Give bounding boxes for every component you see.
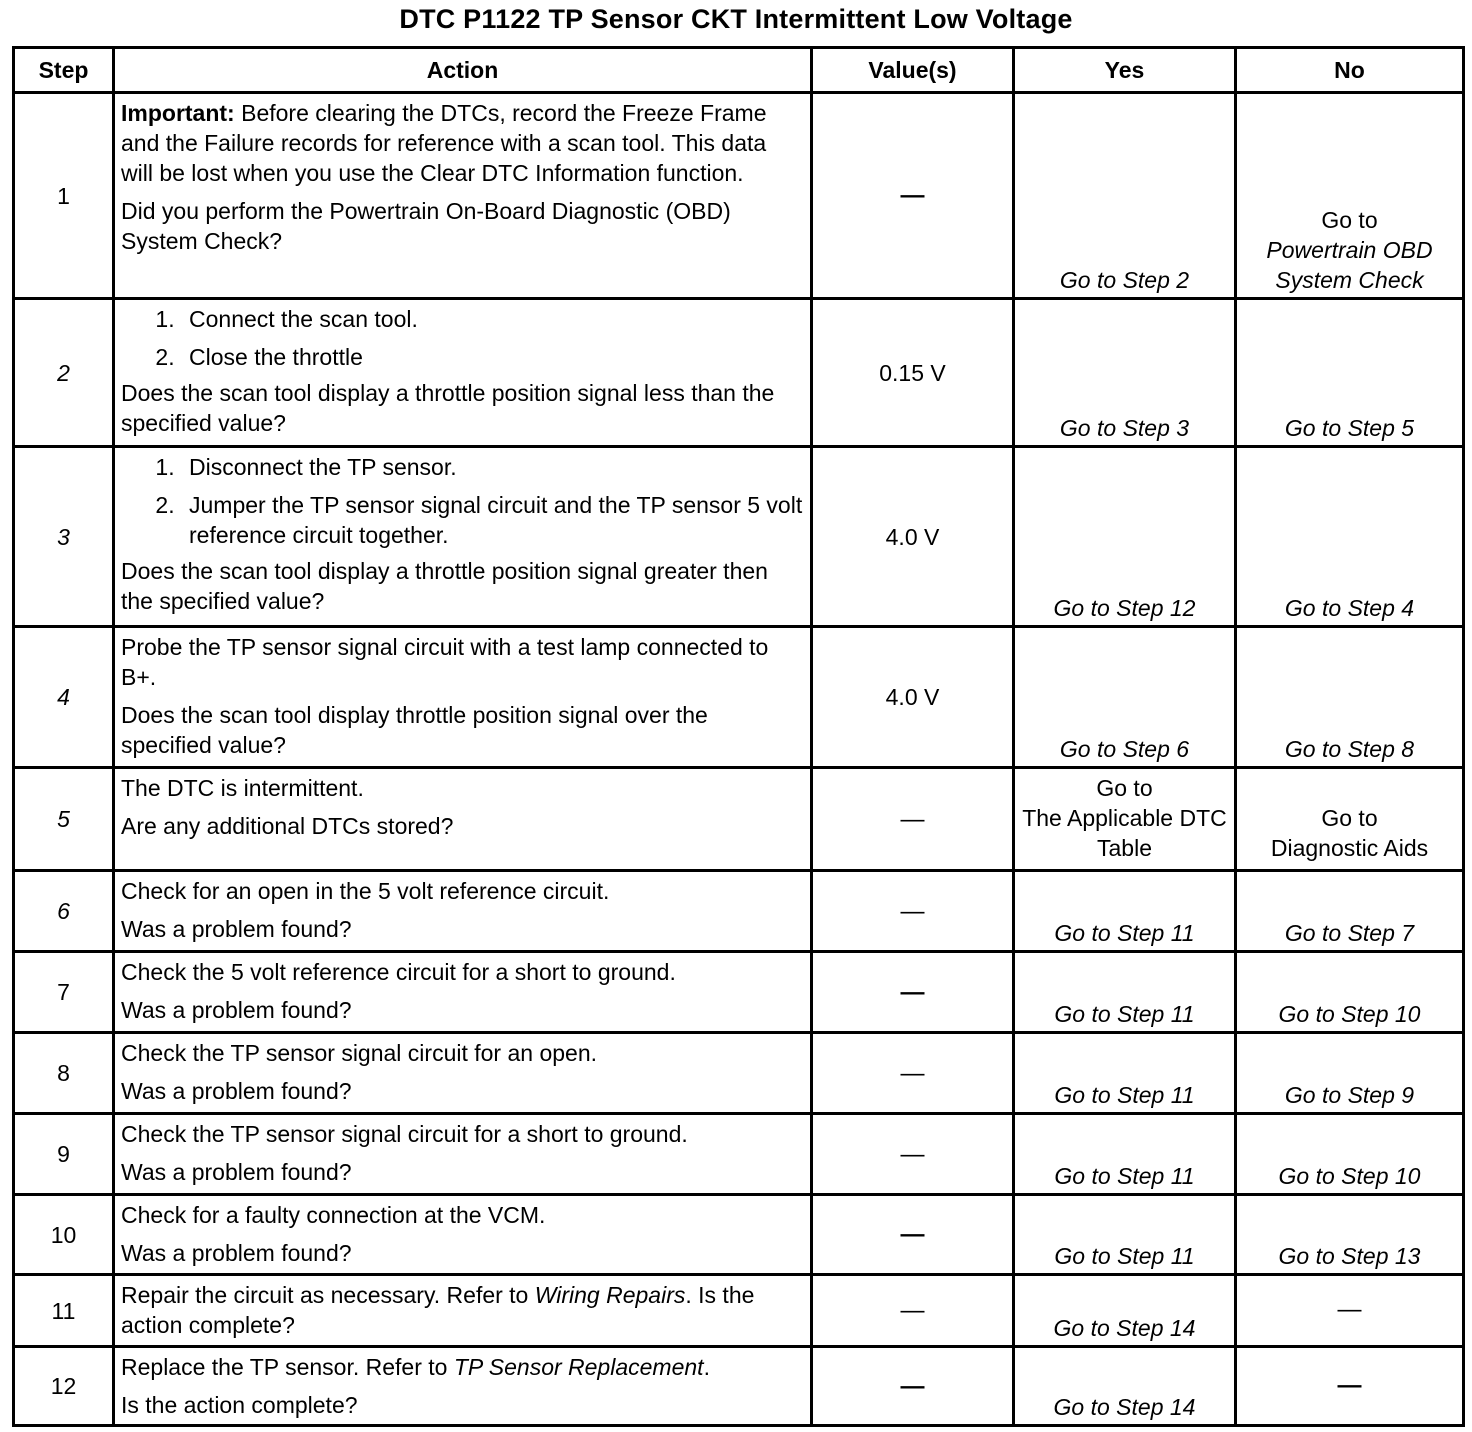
table-row [14,1275,1464,1347]
no-cell [1236,952,1464,1033]
yes-link[interactable]: Go to Step 11 [1054,1082,1195,1108]
no-cell: — [1236,1275,1464,1347]
no-cell [1236,1114,1464,1195]
yes-link[interactable]: Go to Step 11 [1054,1243,1195,1269]
no-link[interactable]: Go to Step 7 [1284,920,1415,946]
yes-cell [1014,1347,1236,1426]
yes-cell [1014,1114,1236,1195]
step-number: 5 [14,768,114,871]
table-row [14,299,1464,447]
no-link[interactable]: Powertrain OBD System Check [1266,237,1433,293]
no-cell [1236,299,1464,447]
no-cell [1236,1195,1464,1275]
action-cell [114,1275,812,1347]
no-prefix: Go to [1321,805,1378,831]
action-question: Are any additional DTCs stored? [121,813,454,839]
yes-link[interactable]: Go to Step 14 [1053,1394,1196,1420]
action-list-item: 1. Connect the scan tool. [181,304,804,334]
action-question: Was a problem found? [121,1159,352,1185]
action-question: Was a problem found? [121,997,352,1023]
value-cell: 0.15 V [812,299,1014,447]
action-list-item: 2. Close the throttle [181,342,804,372]
action-text: Check the TP sensor signal circuit for an open. [121,1040,598,1066]
no-link[interactable]: Go to Step 13 [1278,1243,1421,1269]
yes-cell [1014,768,1236,871]
action-cell [114,447,812,627]
page-title: DTC P1122 TP Sensor CKT Intermittent Low Voltage [399,4,1073,34]
action-cell [114,1114,812,1195]
action-question: Is the action complete? [121,1392,358,1418]
action-cell [114,1195,812,1275]
action-text: Replace the TP sensor. Refer to TP Sensor Replacement. [121,1354,710,1380]
diagnostic-table [12,46,1465,1427]
table-row [14,1195,1464,1275]
action-text: Check for an open in the 5 volt reference circuit. [121,878,610,904]
important-note [121,98,804,188]
step-number: 6 [14,871,114,952]
yes-cell [1014,1195,1236,1275]
step-number: 1 [14,93,114,299]
table-row [14,627,1464,768]
step-number: 9 [14,1114,114,1195]
no-prefix: Go to [1321,207,1378,233]
value-cell: — [812,871,1014,952]
table-row [14,447,1464,627]
yes-cell [1014,952,1236,1033]
important-text: Before clearing the DTCs, record the Freeze Frame and the Failure records for reference with a scan tool. This data will be lost when you use the Clear DTC Information function. [121,100,767,186]
table-row [14,1033,1464,1114]
value-cell: — [812,1114,1014,1195]
table-row [14,93,1464,299]
table-row [14,1114,1464,1195]
table-header-row [14,48,1464,93]
no-cell [1236,627,1464,768]
header-yes: Yes [1014,48,1236,93]
no-cell [1236,447,1464,627]
step-number: 10 [14,1195,114,1275]
action-question: Was a problem found? [121,1078,352,1104]
yes-link[interactable]: Go to Step 12 [1053,595,1196,621]
value-cell: — [812,1275,1014,1347]
header-no: No [1236,48,1464,93]
yes-cell [1014,299,1236,447]
action-cell [114,93,812,299]
value-cell: — [812,952,1014,1033]
step-number: 4 [14,627,114,768]
yes-link[interactable]: Go to Step 11 [1054,1163,1195,1189]
wiring-repairs-link[interactable]: Wiring Repairs [534,1282,686,1308]
step-number: 12 [14,1347,114,1426]
table-row [14,768,1464,871]
action-text: The DTC is intermittent. [121,775,364,801]
step-number: 2 [14,299,114,447]
yes-cell [1014,627,1236,768]
yes-cell [1014,1033,1236,1114]
action-cell [114,768,812,871]
no-cell [1236,93,1464,299]
action-text: Check for a faulty connection at the VCM. [121,1202,546,1228]
value-cell: — [812,768,1014,871]
header-values: Value(s) [812,48,1014,93]
no-link[interactable]: Go to Step 4 [1284,595,1415,621]
action-text: Repair the circuit as necessary. Refer to Wiring Repairs. Is the action complete? [121,1282,755,1338]
value-cell: — [812,1195,1014,1275]
yes-cell [1014,1275,1236,1347]
step-number: 3 [14,447,114,627]
action-cell [114,1347,812,1426]
action-text: Probe the TP sensor signal circuit with a test lamp connected to B+. [121,634,769,690]
step-number: 11 [14,1275,114,1347]
value-cell: — [812,1347,1014,1426]
yes-link[interactable]: Go to Step 11 [1054,1001,1195,1027]
action-cell [114,627,812,768]
action-cell [114,299,812,447]
step-number: 8 [14,1033,114,1114]
action-question: Was a problem found? [121,916,352,942]
yes-cell [1014,93,1236,299]
header-action: Action [114,48,812,93]
yes-link[interactable]: Go to Step 14 [1053,1315,1196,1341]
value-cell: 4.0 V [812,447,1014,627]
yes-cell [1014,447,1236,627]
action-list [121,304,804,372]
important-label: Important: [121,100,235,126]
no-link[interactable]: Diagnostic Aids [1270,835,1429,861]
yes-link[interactable]: Go to Step 2 [1059,267,1190,293]
header-step: Step [14,48,114,93]
action-cell [114,952,812,1033]
yes-link[interactable]: Go to Step 11 [1054,920,1195,946]
action-list [121,452,804,550]
value-cell: — [812,93,1014,299]
action-text: Check the TP sensor signal circuit for a short to ground. [121,1121,688,1147]
action-cell [114,1033,812,1114]
action-list-item: 2. Jumper the TP sensor signal circuit and the TP sensor 5 volt reference circuit together. [181,490,804,550]
no-link[interactable]: Go to Step 10 [1278,1001,1421,1027]
value-cell: 4.0 V [812,627,1014,768]
table-row [14,871,1464,952]
action-list-item: 1. Disconnect the TP sensor. [181,452,804,482]
no-link[interactable]: Go to Step 5 [1284,415,1415,441]
yes-link[interactable]: The Applicable DTC Table [1022,805,1227,861]
action-cell [114,871,812,952]
action-question: Does the scan tool display a throttle position signal less than the specified value? [121,380,775,436]
action-question: Does the scan tool display throttle position signal over the specified value? [121,702,708,758]
action-question: Was a problem found? [121,1240,352,1266]
value-cell: — [812,1033,1014,1114]
yes-link[interactable]: Go to Step 6 [1059,736,1190,762]
no-link[interactable]: Go to Step 10 [1278,1163,1421,1189]
no-link[interactable]: Go to Step 9 [1284,1082,1415,1108]
action-question: Did you perform the Powertrain On-Board Diagnostic (OBD) System Check? [121,198,731,254]
no-cell [1236,768,1464,871]
no-cell [1236,871,1464,952]
table-row [14,952,1464,1033]
yes-prefix: Go to [1096,775,1153,801]
action-text: Check the 5 volt reference circuit for a short to ground. [121,959,676,985]
no-cell: — [1236,1347,1464,1426]
tp-sensor-replacement-link[interactable]: TP Sensor Replacement [453,1354,704,1380]
no-cell [1236,1033,1464,1114]
yes-cell [1014,871,1236,952]
yes-link[interactable]: Go to Step 3 [1059,415,1190,441]
table-row [14,1347,1464,1426]
no-link[interactable]: Go to Step 8 [1284,736,1415,762]
step-number: 7 [14,952,114,1033]
action-question: Does the scan tool display a throttle position signal greater then the specified value? [121,558,768,614]
